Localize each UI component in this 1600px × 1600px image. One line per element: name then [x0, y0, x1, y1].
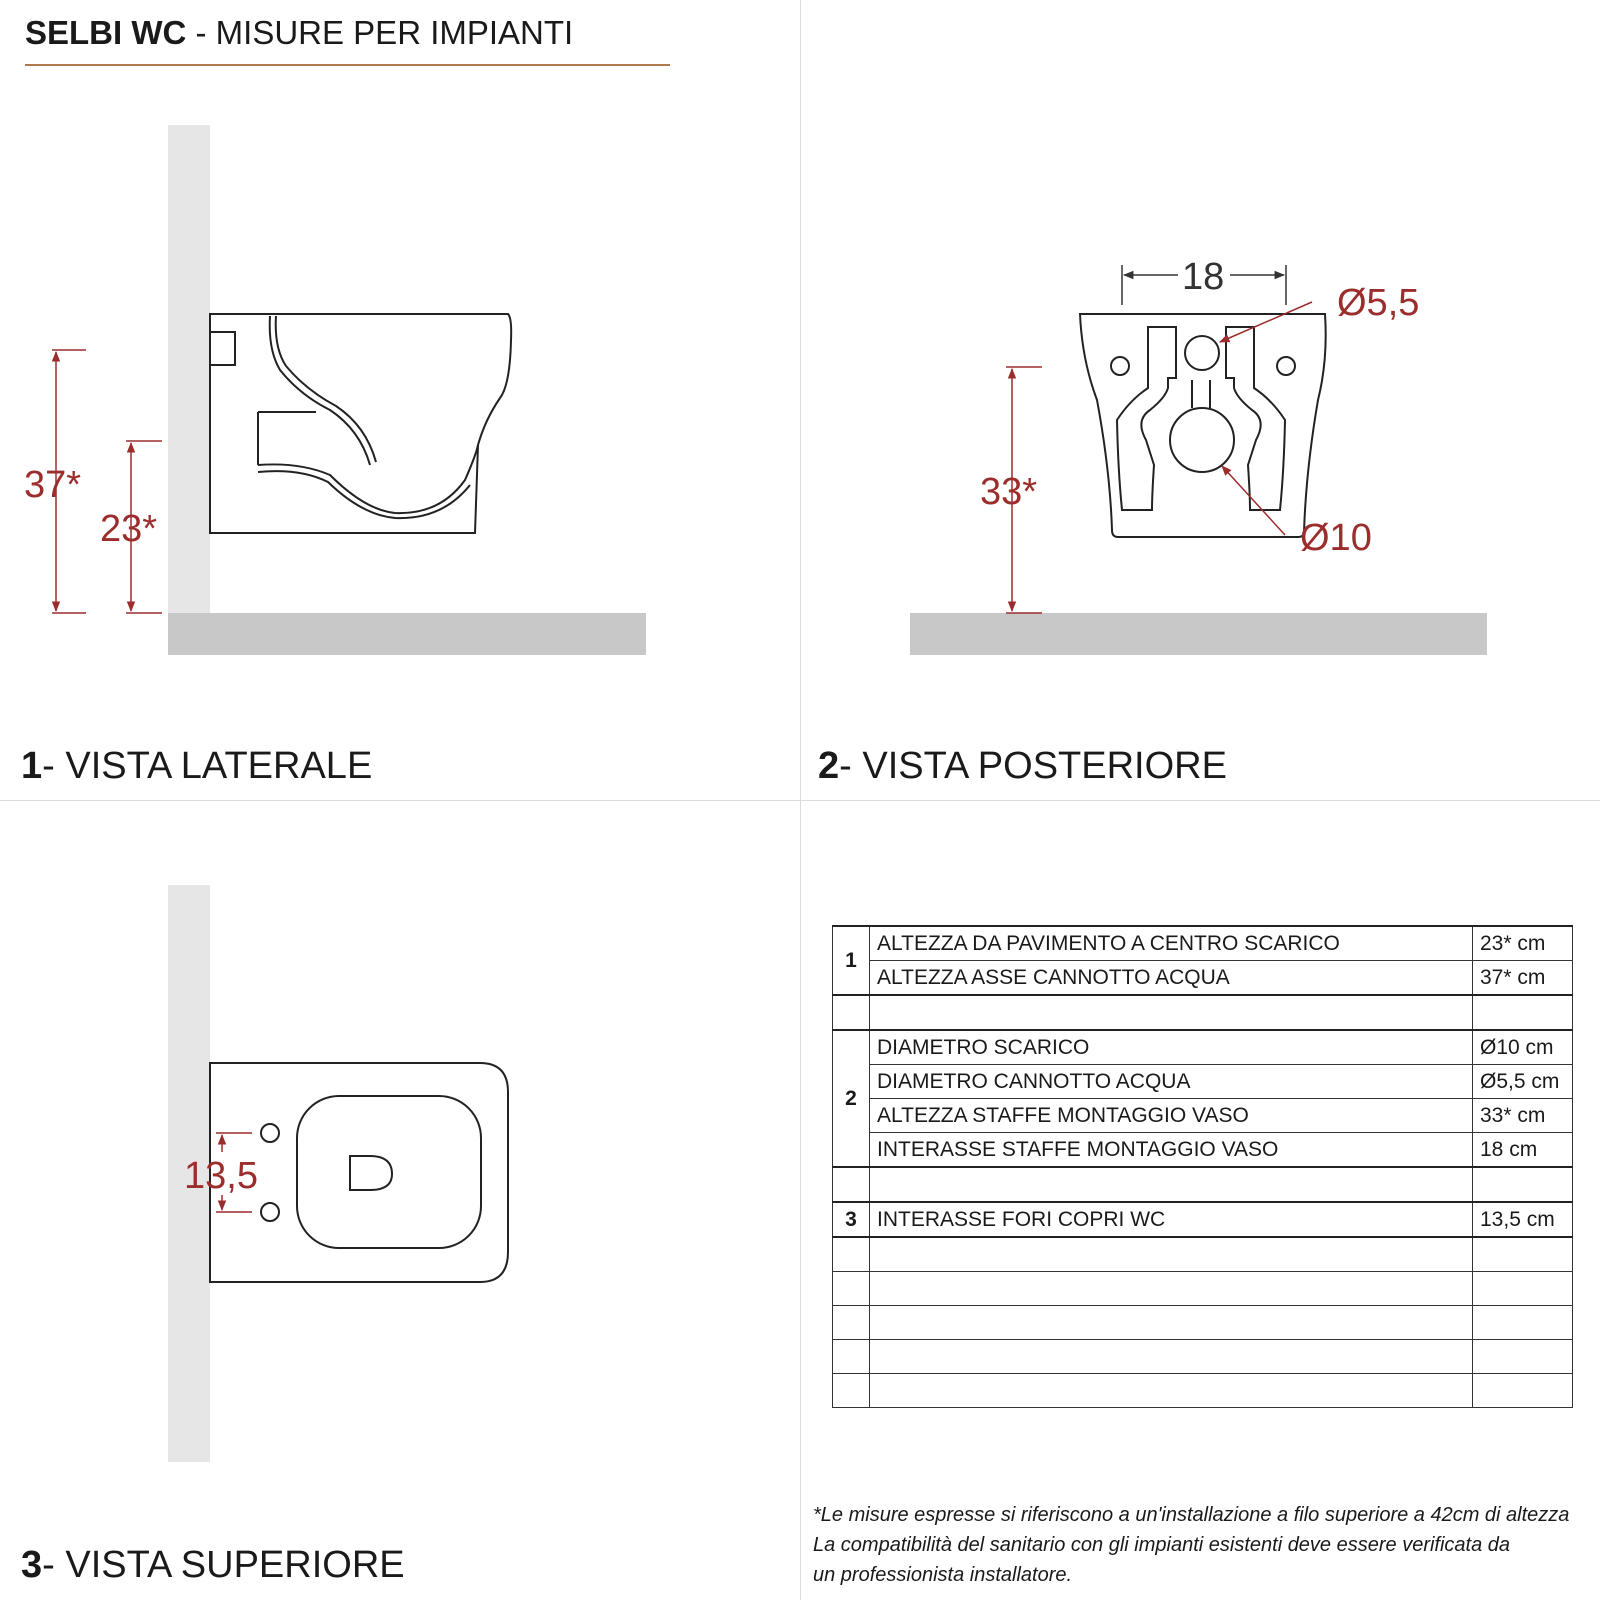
table-row — [833, 1374, 1573, 1408]
row-value — [1473, 1306, 1573, 1340]
view-label-side: 1- VISTA LATERALE — [21, 745, 373, 787]
row-description: INTERASSE FORI COPRI WC — [870, 1202, 1473, 1237]
row-value: 33* cm — [1473, 1099, 1573, 1133]
view-label-top: 3- VISTA SUPERIORE — [21, 1544, 405, 1586]
rear-floor — [910, 613, 1487, 655]
top-view — [168, 885, 508, 1462]
row-description — [870, 1237, 1473, 1272]
table-row — [833, 1167, 1573, 1202]
side-water-dimension-label: 37* — [24, 464, 82, 506]
side-toilet-outline — [210, 314, 511, 533]
rear-height-dimension-label: 33* — [980, 471, 1038, 513]
table-row — [833, 995, 1573, 1030]
table-row — [833, 1202, 1573, 1237]
row-description: INTERASSE STAFFE MONTAGGIO VASO — [870, 1133, 1473, 1168]
row-value: 37* cm — [1473, 961, 1573, 996]
row-value — [1473, 995, 1573, 1030]
brand-name: SELBI WC — [25, 14, 187, 51]
rear-drain-diameter-label: Ø10 — [1300, 517, 1372, 559]
row-description: DIAMETRO CANNOTTO ACQUA — [870, 1065, 1473, 1099]
footnote — [813, 1500, 1593, 1590]
footnote-line: *Le misure espresse si riferiscono a un'installazione a filo superiore a 42cm di altezza — [813, 1504, 1570, 1526]
row-value — [1473, 1374, 1573, 1408]
table-row — [833, 1030, 1573, 1065]
side-drain-dimension-label: 23* — [100, 508, 158, 550]
row-value: 18 cm — [1473, 1133, 1573, 1168]
row-description — [870, 1340, 1473, 1374]
row-description — [870, 1306, 1473, 1340]
rear-toilet-outline — [1080, 314, 1326, 537]
footnote-line: La compatibilità del sanitario con gli impianti esistenti deve essere verificata da — [813, 1534, 1511, 1556]
table-row — [833, 1133, 1573, 1168]
table-row — [833, 926, 1573, 961]
rear-dimension-lines — [1006, 265, 1312, 613]
row-description: DIAMETRO SCARICO — [870, 1030, 1473, 1065]
table-row — [833, 1099, 1573, 1133]
view-label-rear: 2- VISTA POSTERIORE — [818, 745, 1227, 787]
row-description: ALTEZZA DA PAVIMENTO A CENTRO SCARICO — [870, 926, 1473, 961]
row-value: 13,5 cm — [1473, 1202, 1573, 1237]
row-value — [1473, 1340, 1573, 1374]
group-number — [833, 1167, 870, 1202]
table-row — [833, 1340, 1573, 1374]
group-number — [833, 1272, 870, 1306]
side-wall — [168, 125, 210, 613]
row-description — [870, 1374, 1473, 1408]
top-holes-dimension-label: 13,5 — [184, 1155, 258, 1197]
table-row — [833, 1306, 1573, 1340]
group-number — [833, 1374, 870, 1408]
table-row — [833, 1065, 1573, 1099]
group-number — [833, 1306, 870, 1340]
row-description — [870, 1272, 1473, 1306]
side-view — [24, 125, 646, 655]
row-description: ALTEZZA STAFFE MONTAGGIO VASO — [870, 1099, 1473, 1133]
rear-width-dimension-label: 18 — [1182, 256, 1225, 298]
group-number — [833, 995, 870, 1030]
table-row — [833, 961, 1573, 996]
row-description — [870, 1167, 1473, 1202]
row-value: Ø5,5 cm — [1473, 1065, 1573, 1099]
row-value: Ø10 cm — [1473, 1030, 1573, 1065]
row-value — [1473, 1237, 1573, 1272]
row-value: 23* cm — [1473, 926, 1573, 961]
table-row — [833, 1272, 1573, 1306]
group-number: 1 — [833, 926, 870, 995]
measurements-table — [832, 925, 1573, 1408]
row-value — [1473, 1272, 1573, 1306]
row-value — [1473, 1167, 1573, 1202]
rear-view — [910, 256, 1487, 655]
rear-water-diameter-label: Ø5,5 — [1337, 282, 1420, 324]
group-number — [833, 1237, 870, 1272]
group-number: 2 — [833, 1030, 870, 1167]
row-description: ALTEZZA ASSE CANNOTTO ACQUA — [870, 961, 1473, 996]
group-number — [833, 1340, 870, 1374]
group-number: 3 — [833, 1202, 870, 1237]
footnote-line: un professionista installatore. — [813, 1564, 1073, 1586]
table-row — [833, 1237, 1573, 1272]
side-floor — [168, 613, 646, 655]
row-description — [870, 995, 1473, 1030]
page-subtitle: - MISURE PER IMPIANTI — [195, 14, 574, 51]
